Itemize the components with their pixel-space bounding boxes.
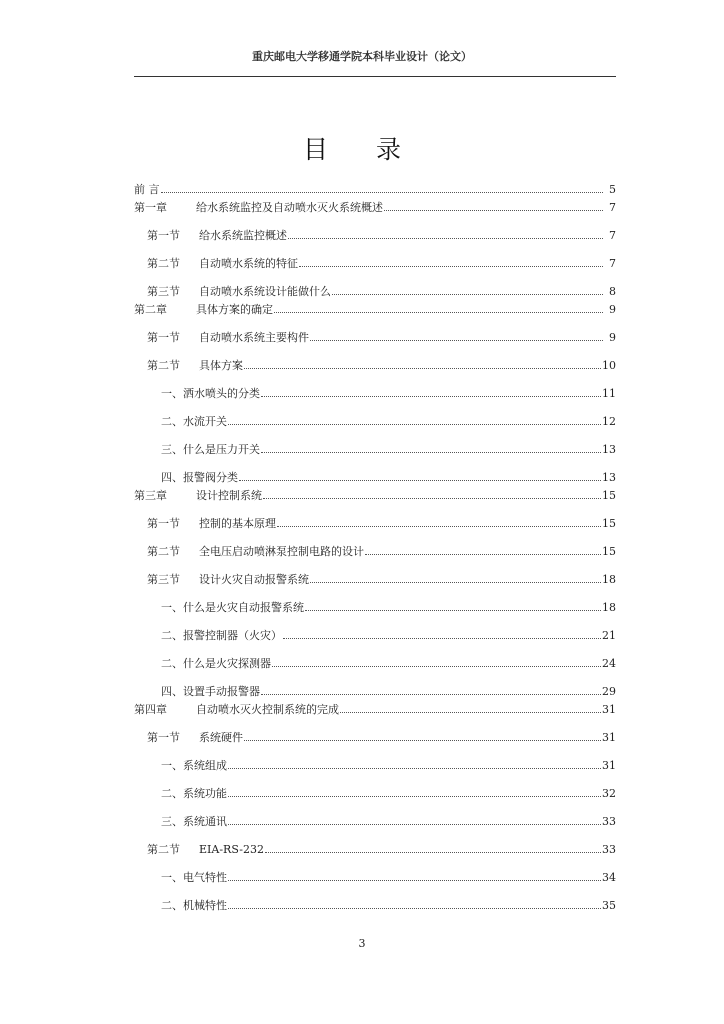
- toc-entry-number: 第三节: [147, 573, 180, 586]
- toc-entry[interactable]: [134, 359, 616, 373]
- toc-entry-label: [147, 573, 309, 587]
- dot-leader: [310, 340, 603, 341]
- toc-entry-text: 全电压启动喷淋泵控制电路的设计: [199, 545, 364, 558]
- toc-entry[interactable]: [134, 815, 616, 829]
- toc-entry-text: 设计控制系统: [196, 489, 262, 502]
- toc-entry-page: 32: [602, 787, 616, 800]
- toc-entry-page: 12: [602, 415, 616, 428]
- toc-entry-text: 系统硬件: [199, 731, 243, 744]
- toc-entry[interactable]: [134, 685, 616, 699]
- toc-entry[interactable]: [134, 303, 616, 317]
- toc-entry-page: 10: [602, 359, 616, 372]
- toc-entry-number: 第二章: [134, 303, 167, 316]
- toc-entry-page: 11: [602, 387, 616, 400]
- toc-entry-text: 二、系统功能: [161, 787, 227, 800]
- toc-entry-label: [147, 257, 298, 271]
- toc-entry[interactable]: [134, 657, 616, 671]
- toc-entry[interactable]: [134, 229, 616, 243]
- toc-entry-page: 18: [602, 601, 616, 614]
- toc-entry-label: [134, 489, 262, 503]
- page-title: 目 录: [303, 135, 421, 164]
- toc-entry-page: 31: [602, 731, 616, 744]
- toc-entry-label: [161, 685, 260, 699]
- toc-entry-page: 7: [609, 229, 616, 242]
- toc-entry-text: 一、系统组成: [161, 759, 227, 772]
- toc-entry-label: [161, 387, 260, 401]
- toc-entry-page: 5: [609, 183, 616, 196]
- running-header: 重庆邮电大学移通学院本科毕业设计（论文）: [252, 50, 472, 63]
- toc-entry[interactable]: [134, 545, 616, 559]
- toc-entry-text: 三、系统通讯: [161, 815, 227, 828]
- toc-entry-text: 一、电气特性: [161, 871, 227, 884]
- dot-leader: [228, 796, 601, 797]
- dot-leader: [261, 694, 601, 695]
- toc-entry-number: 第一节: [147, 731, 180, 744]
- toc-entry-label: [147, 331, 309, 345]
- toc-entry-text: 具体方案: [199, 359, 243, 372]
- toc-entry-label: [161, 815, 227, 829]
- toc-entry-text: 自动喷水系统的特征: [199, 257, 298, 270]
- toc-entry-number: 第二节: [147, 843, 180, 856]
- toc-entry-number: 前 言: [134, 183, 160, 196]
- toc-entry-text: 给水系统监控及自动喷水灭火系统概述: [196, 201, 383, 214]
- toc-entry-page: 15: [602, 489, 616, 502]
- toc-entry-text: 二、水流开关: [161, 415, 227, 428]
- toc-entry-text: 一、什么是火灾自动报警系统: [161, 601, 304, 614]
- toc-entry-label: [161, 871, 227, 885]
- dot-leader: [274, 312, 603, 313]
- toc-entry-number: 第一节: [147, 229, 180, 242]
- toc-entry-page: 7: [609, 201, 616, 214]
- toc-entry[interactable]: [134, 899, 616, 913]
- toc-entry-label: [161, 415, 227, 429]
- dot-leader: [332, 294, 603, 295]
- toc-entry-number: 第二节: [147, 545, 180, 558]
- toc-entry-label: [147, 545, 364, 559]
- toc-entry[interactable]: [134, 285, 616, 299]
- dot-leader: [228, 768, 601, 769]
- toc-entry-page: 33: [602, 843, 616, 856]
- toc-entry-page: 9: [609, 303, 616, 316]
- toc-entry-page: 15: [602, 517, 616, 530]
- toc-entry-label: [147, 517, 276, 531]
- toc-entry-page: 35: [602, 899, 616, 912]
- dot-leader: [161, 192, 604, 193]
- toc-entry-label: [161, 657, 271, 671]
- toc-entry-text: EIA-RS-232: [199, 843, 264, 856]
- toc-entry[interactable]: [134, 629, 616, 643]
- toc-entry[interactable]: [134, 871, 616, 885]
- dot-leader: [228, 880, 601, 881]
- dot-leader: [365, 554, 601, 555]
- toc-entry-text: 四、设置手动报警器: [161, 685, 260, 698]
- dot-leader: [261, 452, 601, 453]
- toc-entry[interactable]: [134, 843, 616, 857]
- dot-leader: [228, 908, 601, 909]
- dot-leader: [244, 368, 601, 369]
- toc-entry-text: 自动喷水灭火控制系统的完成: [196, 703, 339, 716]
- toc-entry-label: [134, 201, 383, 215]
- dot-leader: [265, 852, 601, 853]
- toc-entry-label: [134, 183, 160, 197]
- dot-leader: [263, 498, 601, 499]
- toc-entry-label: [147, 731, 243, 745]
- dot-leader: [305, 610, 601, 611]
- dot-leader: [228, 424, 601, 425]
- dot-leader: [261, 396, 601, 397]
- toc-entry-text: 二、报警控制器（火灾）: [161, 629, 282, 642]
- dot-leader: [228, 824, 601, 825]
- toc-entry-page: 31: [602, 703, 616, 716]
- toc-entry-page: 33: [602, 815, 616, 828]
- toc-entry-page: 9: [609, 331, 616, 344]
- toc-entry[interactable]: [134, 731, 616, 745]
- toc-entry-text: 自动喷水系统设计能做什么: [199, 285, 331, 298]
- dot-leader: [239, 480, 601, 481]
- toc-entry[interactable]: [134, 703, 616, 717]
- toc-entry-number: 第三章: [134, 489, 167, 502]
- toc-entry[interactable]: [134, 471, 616, 485]
- toc-entry[interactable]: [134, 573, 616, 587]
- toc-entry[interactable]: [134, 787, 616, 801]
- dot-leader: [340, 712, 601, 713]
- toc-entry-text: 二、机械特性: [161, 899, 227, 912]
- toc-entry[interactable]: [134, 201, 616, 215]
- toc-entry-label: [161, 899, 227, 913]
- toc-entry-label: [161, 443, 260, 457]
- dot-leader: [277, 526, 601, 527]
- toc-entry[interactable]: [134, 331, 616, 345]
- toc-entry-page: 15: [602, 545, 616, 558]
- toc-entry[interactable]: [134, 759, 616, 773]
- toc-entry-number: 第二节: [147, 359, 180, 372]
- dot-leader: [283, 638, 601, 639]
- toc-entry-number: 第三节: [147, 285, 180, 298]
- toc-entry-label: [147, 285, 331, 299]
- toc-entry-text: 四、报警阀分类: [161, 471, 238, 484]
- toc-entry[interactable]: [134, 257, 616, 271]
- dot-leader: [288, 238, 603, 239]
- toc-entry-text: 一、洒水喷头的分类: [161, 387, 260, 400]
- toc-entry-number: 第一节: [147, 517, 180, 530]
- toc-entry-text: 二、什么是火灾探测器: [161, 657, 271, 670]
- toc-entry-text: 三、什么是压力开关: [161, 443, 260, 456]
- toc-entry-number: 第一章: [134, 201, 167, 214]
- toc-entry-page: 13: [602, 471, 616, 484]
- toc-entry-page: 21: [602, 629, 616, 642]
- toc-entry-text: 给水系统监控概述: [199, 229, 287, 242]
- toc-entry[interactable]: [134, 601, 616, 615]
- toc-entry-text: 具体方案的确定: [196, 303, 273, 316]
- toc-entry[interactable]: [134, 517, 616, 531]
- toc-entry-text: 自动喷水系统主要构件: [199, 331, 309, 344]
- toc-entry-label: [134, 303, 273, 317]
- toc-entry-number: 第一节: [147, 331, 180, 344]
- dot-leader: [310, 582, 601, 583]
- toc-entry-label: [161, 471, 238, 485]
- header-rule: [134, 76, 616, 77]
- toc-entry-label: [147, 359, 243, 373]
- toc-entry-label: [147, 843, 264, 857]
- toc-entry-text: 控制的基本原理: [199, 517, 276, 530]
- dot-leader: [384, 210, 603, 211]
- toc-entry[interactable]: [134, 443, 616, 457]
- dot-leader: [272, 666, 601, 667]
- toc-entry[interactable]: [134, 387, 616, 401]
- table-of-contents: [134, 183, 616, 913]
- toc-entry-page: 29: [602, 685, 616, 698]
- toc-entry-label: [147, 229, 287, 243]
- toc-entry-page: 24: [602, 657, 616, 670]
- toc-entry-label: [134, 703, 339, 717]
- dot-leader: [244, 740, 601, 741]
- toc-entry-page: 13: [602, 443, 616, 456]
- toc-entry-text: 设计火灾自动报警系统: [199, 573, 309, 586]
- toc-entry[interactable]: [134, 415, 616, 429]
- toc-entry-label: [161, 601, 304, 615]
- toc-entry-page: 8: [609, 285, 616, 298]
- toc-entry-page: 31: [602, 759, 616, 772]
- dot-leader: [299, 266, 603, 267]
- toc-entry-page: 7: [609, 257, 616, 270]
- toc-entry-label: [161, 629, 282, 643]
- toc-entry-label: [161, 759, 227, 773]
- page-number: 3: [358, 937, 366, 950]
- toc-entry-number: 第四章: [134, 703, 167, 716]
- toc-entry-page: 34: [602, 871, 616, 884]
- toc-entry-number: 第二节: [147, 257, 180, 270]
- toc-entry[interactable]: [134, 489, 616, 503]
- toc-entry[interactable]: [134, 183, 616, 197]
- toc-entry-page: 18: [602, 573, 616, 586]
- toc-entry-label: [161, 787, 227, 801]
